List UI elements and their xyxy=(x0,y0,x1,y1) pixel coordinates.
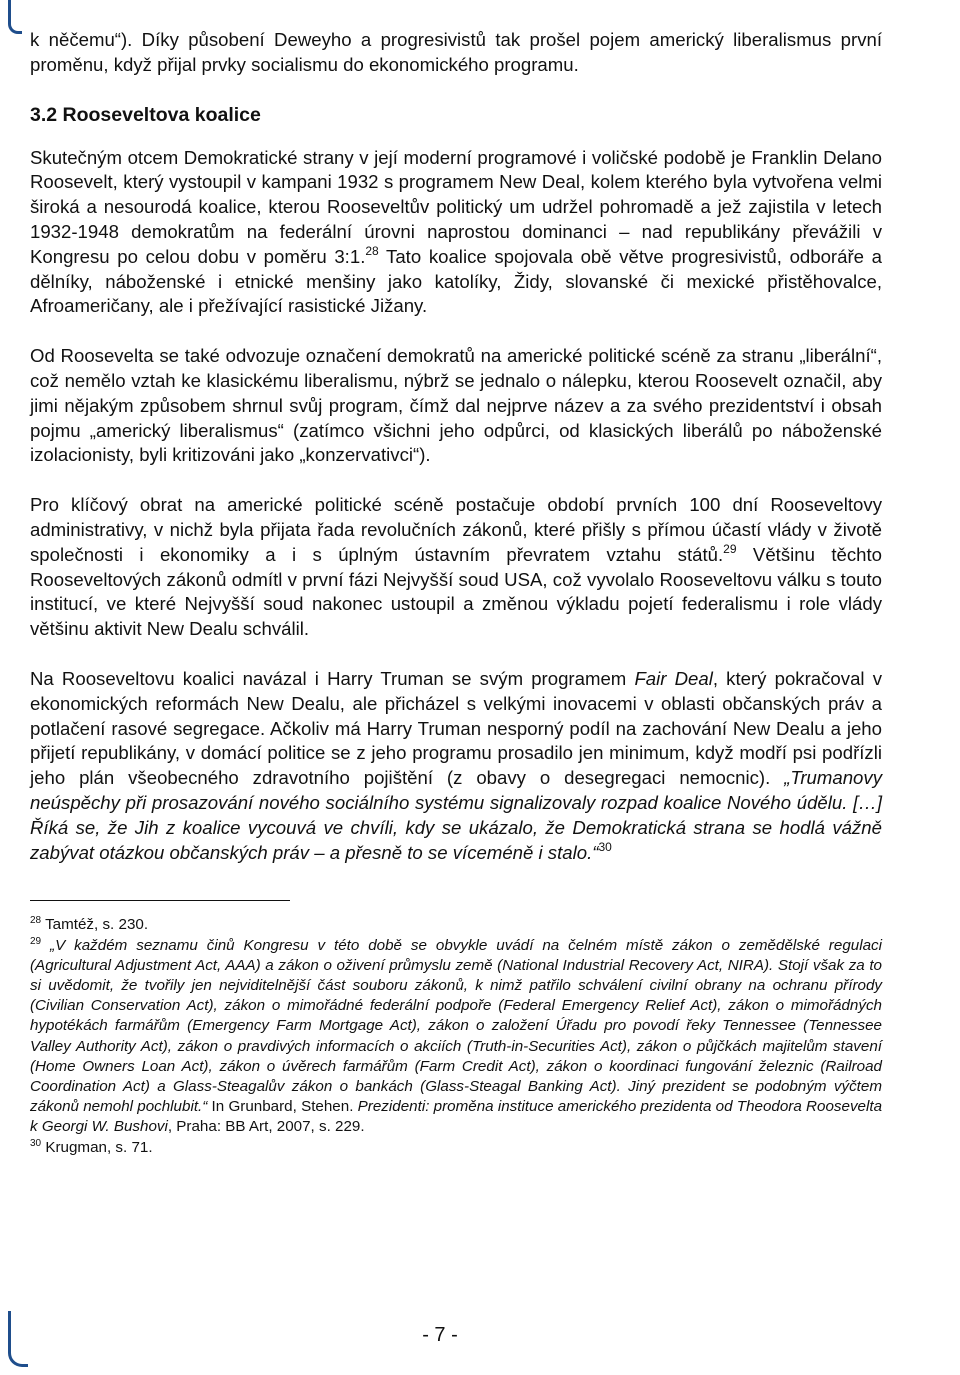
paragraph-first-100-days xyxy=(30,493,882,642)
paragraph-text: Na Rooseveltovu koalici navázal i Harry Truman se svým programem xyxy=(30,667,635,689)
document-page xyxy=(30,28,882,1158)
paragraph-truman xyxy=(30,667,882,865)
paragraph-roosevelt-father xyxy=(30,146,882,320)
page-number: - 7 - xyxy=(422,1324,458,1346)
footnote-text: Krugman, s. 71. xyxy=(41,1138,153,1156)
footnote-text: Tamtéž, s. 230. xyxy=(41,916,149,934)
footnote-ref-30[interactable]: 30 xyxy=(598,839,612,854)
footnote-text: In Grunbard, Stehen. xyxy=(207,1098,358,1116)
page-corner-bracket-top xyxy=(8,0,22,34)
truman-quote: „Trumanovy neúspěchy při prosazování nového sociálního systému signalizovaly rozpad koalice Nového údělu. […] Říká se, že Jih z koalice vycouvá ve chvíli, kdy se ukázalo, že Demokratická strana se hodlá vážně zabývat otázkou občanských práv – a přesně to se víceméně i stalo.“ xyxy=(30,767,882,863)
footnote-29 xyxy=(30,936,882,1138)
paragraph-text: , který pokračoval v ekonomických reformách New Dealu, ale přicházel s velkými inovacemi v oblasti občanských práv a potlačení rasové segregace. Ačkoliv má Harry Truman nesporný podíl na zachování New Dealu a jeho přijetí republikány, v domácí politice se z jeho programu prosadilo jen minimum, když modří psi podřízli jeho plán všeobecného zdravotního pojištění (z obavy o desegregaci nemocnic). xyxy=(30,667,882,789)
footnote-number: 29 xyxy=(30,935,42,947)
footnote-30 xyxy=(30,1138,882,1158)
footnote-ref-28[interactable]: 28 xyxy=(365,243,379,258)
paragraph-text: Skutečným otcem Demokratické strany v její moderní programové i voličské podobě je Franklin Delano Roosevelt, který vystoupil v kampani 1932 s programem New Deal, kolem kterého byla vytvořena velmi široká a nesourodá koalice, kterou Rooseveltův politický um udržel pohromadě a jež zajistila v letech 1932-1948 demokratům na federální úrovni naprostou dominanci – nad republikány převážili v Kongresu po celou dobu v poměru 3:1. xyxy=(30,146,882,267)
paragraph-text: Většinu těchto Rooseveltových zákonů odmítl v první fázi Nejvyšší soud USA, což vyvolalo Rooseveltovu válku s touto institucí, ve které Nejvyšší soud nakonec ustoupil a změnou výkladu pojetí federalismu i role vlády většinu aktivit New Dealu schválil. xyxy=(30,543,882,640)
paragraph-text: Tato koalice spojovala obě větve progresivistů, odboráře a dělníky, náboženské i etnické menšiny jako katolíky, Židy, slovanské či mexické přistěhovalce, Afroameričany, ale i přežívající rasistické Jižany. xyxy=(30,245,882,317)
footnote-28 xyxy=(30,915,882,935)
footnote-ref-29[interactable]: 29 xyxy=(723,541,737,556)
footnote-number: 28 xyxy=(30,915,42,927)
footnote-text: , Praha: BB Art, 2007, s. 229. xyxy=(167,1118,365,1136)
footnote-quote: „V každém seznamu činů Kongresu v této době se obvykle uvádí na čelném místě zákon o zemědělské regulaci (Agricultural Adjustment Act, AAA) a zákon o oživení průmyslu země (National Industrial Recovery Act, NIRA). Stojí však za to si uvědomit, že tvořily jen nejviditelnější část souboru zákonů, k nimž patřilo schválení civilní obrany na ochranu přírody (Civilian Conservation Act), zákon o mimořádné federální podpoře (Federal Emergency Relief Act), zákon o mimořádných hypotékách farmářům (Emergency Farm Mortgage Act), zákon o založení Úřadu pro povodí řeky Tennessee (Tennessee Valley Authority Act), zákon o pravdivých informacích o akciích (Truth-in-Securities Act), zákon o půjčkách majitelům stavení (Home Owners Loan Act), zákon o úvěrech farmářům (Farm Credit Act), zákon o koordinaci fungování železnic (Railroad Coordination Act) a Glass-Steagalův zákon o bankách (Glass-Steagal Banking Act). Jiný prezident se podobným výčtem zákonů nemohl pochlubit.“ xyxy=(30,936,882,1116)
fair-deal-term: Fair Deal xyxy=(634,667,713,689)
intro-paragraph: k něčemu“). Díky působení Deweyho a progresivistů tak prošel pojem americký liberalismus první proměnu, když přijal prvky socialismu do ekonomického programu. xyxy=(30,29,882,75)
paragraph-liberal-label: Od Roosevelta se také odvozuje označení demokratů na americké politické scéně za stranu „liberální“, což nemělo vztah ke klasickému liberalismu, nýbrž se jednalo o nálepku, kterou Roosevelt označil, aby jimi nějakým způsobem shrnul svůj program, čímž dal nejprve název a za svého prezidentství i obsah pojmu „americký liberalismus“ (zatímco všichni jeho odpůrci, od klasických liberálů po náboženské izolacionisty, byli kritizováni jako „konzervativci“). xyxy=(30,345,882,466)
section-heading: 3.2 Rooseveltova koalice xyxy=(30,103,261,126)
footnote-book-title: Prezidenti: proměna instituce amerického prezidenta od Theodora Roosevelta k Georgi W. Bushovi xyxy=(30,1098,883,1136)
footnote-separator xyxy=(30,900,290,901)
paragraph-text: Pro klíčový obrat na americké politické scéně postačuje období prvních 100 dní Rooseveltovy administrativy, v nichž byla přijata řada revolučních zákonů, které přišly s přímou účastí vlády v životě společnosti i ekonomiky a i s úplným ústavním převratem vztahu států. xyxy=(30,494,882,565)
footnote-number: 30 xyxy=(30,1137,42,1149)
